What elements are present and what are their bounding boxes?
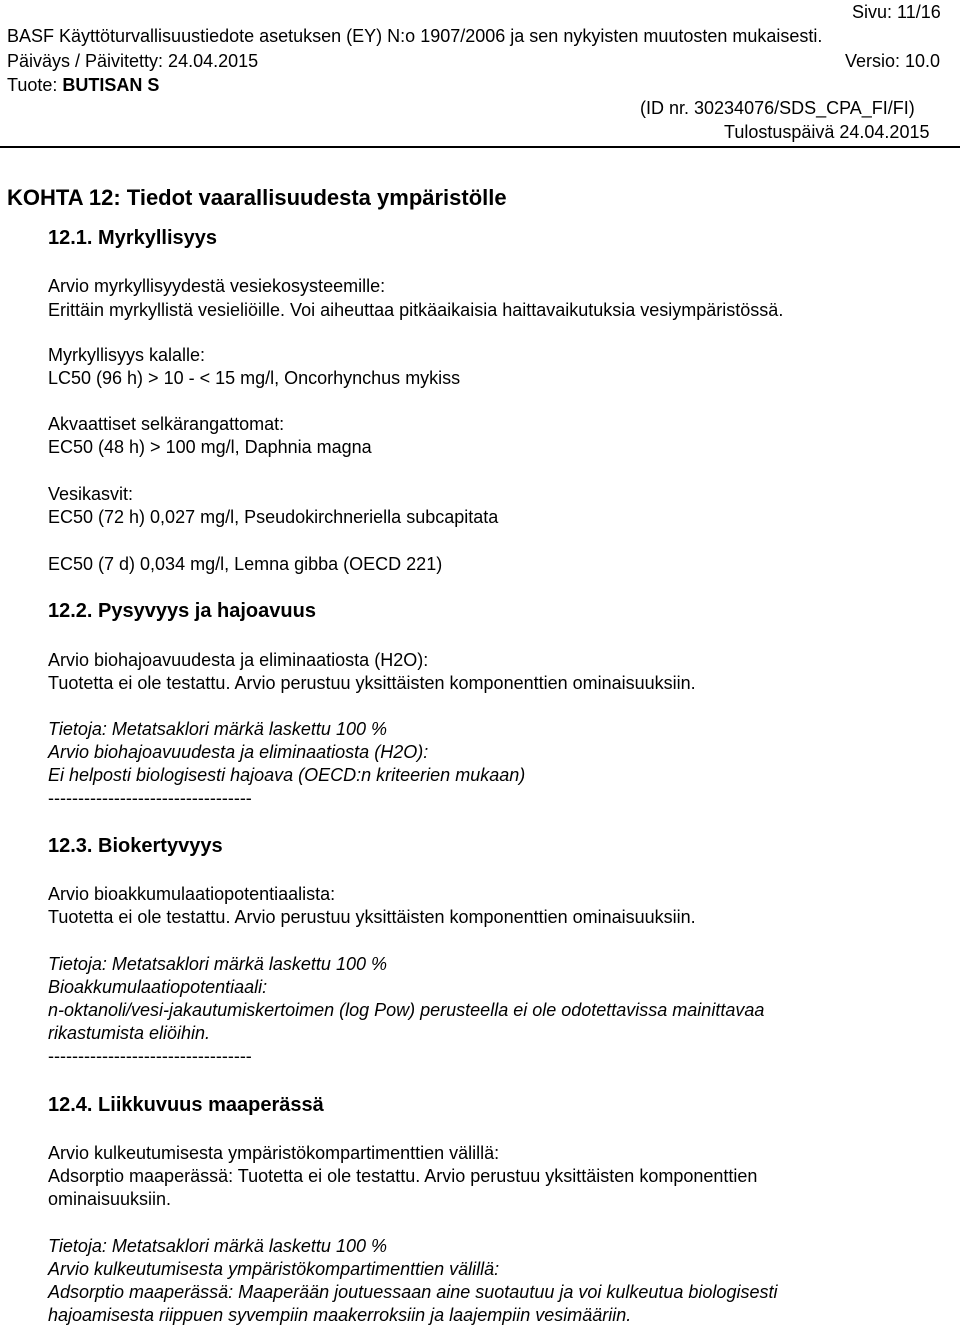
heading-12-4: 12.4. Liikkuvuus maaperässä	[48, 1094, 324, 1116]
biodegradation-info-source: Tietoja: Metatsaklori märkä laskettu 100 %	[48, 719, 387, 739]
document-title: BASF Käyttöturvallisuustiedote asetuksen (EY) N:o 1907/2006 ja sen nykyisten muutosten mukaisesti.	[7, 26, 823, 46]
header-divider	[0, 146, 960, 148]
mobility-info-text-2: hajoamisesta riippuen syvempiin maakerroksiin ja laajempiin vesimääriin.	[48, 1305, 632, 1325]
mobility-text-1: Adsorptio maaperässä: Tuotetta ei ole testattu. Arvio perustuu yksittäisten komponenttien	[48, 1166, 758, 1186]
mobility-info-source: Tietoja: Metatsaklori märkä laskettu 100 %	[48, 1236, 387, 1256]
fish-toxicity-label: Myrkyllisyys kalalle:	[48, 345, 206, 365]
toxicity-assessment-label: Arvio myrkyllisyydestä vesiekosysteemille:	[48, 276, 386, 296]
product	[7, 74, 159, 96]
biodegradation-info-text: Ei helposti biologisesti hajoava (OECD:n kriteerien mukaan)	[48, 765, 526, 785]
product-name: BUTISAN S	[62, 75, 160, 95]
version: Versio: 10.0	[845, 51, 941, 71]
biodegradation-label: Arvio biohajoavuudesta ja eliminaatiosta (H2O):	[48, 650, 429, 670]
biodegradation-info-label: Arvio biohajoavuudesta ja eliminaatiosta (H2O):	[48, 742, 429, 762]
mobility-text-2: ominaisuuksiin.	[48, 1189, 172, 1209]
mobility-info-text-1: Adsorptio maaperässä: Maaperään joutuessaan aine suotautuu ja voi kulkeutua biologisesti	[48, 1282, 778, 1302]
invertebrates-value: EC50 (48 h) > 100 mg/l, Daphnia magna	[48, 437, 372, 457]
product-label: Tuote:	[7, 75, 63, 95]
bioaccumulation-label: Arvio bioakkumulaatiopotentiaalista:	[48, 884, 336, 904]
bioaccumulation-info-text-1: n-oktanoli/vesi-jakautumiskertoimen (log Pow) perusteella ei ole odotettavissa mainittavaa	[48, 1000, 765, 1020]
mobility-label: Arvio kulkeutumisesta ympäristökompartimenttien välillä:	[48, 1143, 500, 1163]
mobility-info-label: Arvio kulkeutumisesta ympäristökompartimenttien välillä:	[48, 1259, 500, 1279]
heading-12-2: 12.2. Pysyvyys ja hajoavuus	[48, 600, 316, 622]
invertebrates-label: Akvaattiset selkärangattomat:	[48, 414, 285, 434]
bioaccumulation-info-label: Bioakkumulaatiopotentiaali:	[48, 977, 268, 997]
fish-toxicity-value: LC50 (96 h) > 10 - < 15 mg/l, Oncorhynchus mykiss	[48, 368, 461, 388]
toxicity-assessment-text: Erittäin myrkyllistä vesieliöille. Voi aiheuttaa pitkäaikaisia haittavaikutuksia vesiympäristössä.	[48, 300, 784, 320]
section-title: KOHTA 12: Tiedot vaarallisuudesta ympäristölle	[7, 185, 507, 210]
print-date: Tulostuspäivä 24.04.2015	[724, 122, 930, 142]
separator: ----------------------------------	[48, 1046, 252, 1066]
bioaccumulation-text: Tuotetta ei ole testattu. Arvio perustuu yksittäisten komponenttien ominaisuuksiin.	[48, 907, 696, 927]
page-number: Sivu: 11/16	[852, 2, 941, 22]
aquatic-plants-value-2: EC50 (7 d) 0,034 mg/l, Lemna gibba (OECD 221)	[48, 554, 443, 574]
revision-date: Päiväys / Päivitetty: 24.04.2015	[7, 51, 259, 71]
bioaccumulation-info-text-2: rikastumista eliöihin.	[48, 1023, 211, 1043]
bioaccumulation-info-source: Tietoja: Metatsaklori märkä laskettu 100 %	[48, 954, 387, 974]
aquatic-plants-value-1: EC50 (72 h) 0,027 mg/l, Pseudokirchneriella subcapitata	[48, 507, 499, 527]
heading-12-3: 12.3. Biokertyvyys	[48, 835, 223, 857]
heading-12-1: 12.1. Myrkyllisyys	[48, 227, 218, 249]
separator: ----------------------------------	[48, 788, 252, 808]
id-number: (ID nr. 30234076/SDS_CPA_FI/FI)	[640, 98, 915, 118]
biodegradation-text: Tuotetta ei ole testattu. Arvio perustuu yksittäisten komponenttien ominaisuuksiin.	[48, 673, 696, 693]
aquatic-plants-label: Vesikasvit:	[48, 484, 134, 504]
